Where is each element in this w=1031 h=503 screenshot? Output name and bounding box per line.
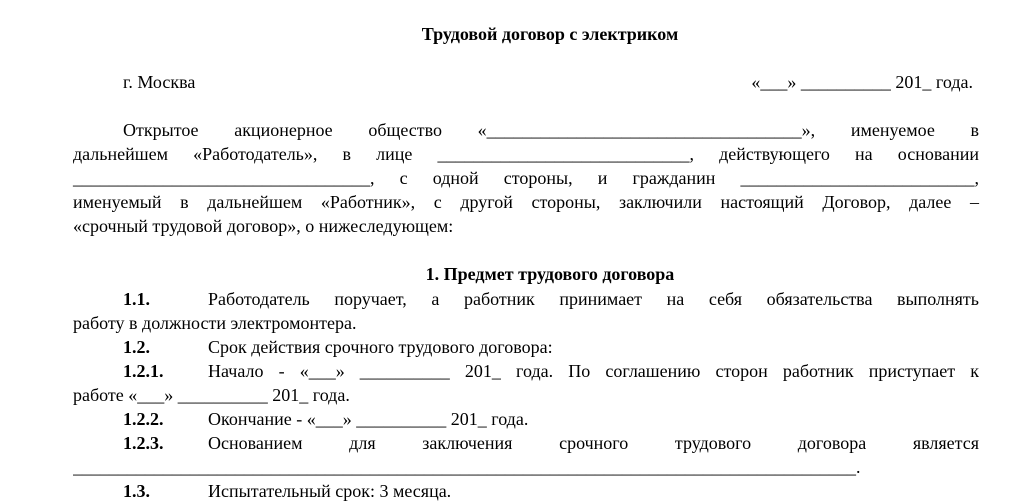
intro-line: «срочный трудовой договор», о нижеследующем: xyxy=(73,216,454,236)
clause-number: 1.2.3. xyxy=(123,433,164,453)
intro-line: именуемый в дальнейшем «Работник», с другой стороны, заключили настоящий Договор, далее – xyxy=(73,192,979,212)
clause-1-2-3-cont xyxy=(73,455,979,479)
intro-paragraph xyxy=(73,118,979,238)
document-title: Трудовой договор с электриком xyxy=(421,24,679,44)
clause-text: Испытательный срок: 3 месяца. xyxy=(208,481,452,501)
clause-1-2-1-cont xyxy=(73,383,979,407)
clause-1-1-cont xyxy=(73,311,979,335)
clause-text: Основанием для заключения срочного трудового договора является xyxy=(208,433,979,453)
clause-number: 1.2. xyxy=(123,337,150,357)
clause-text: Срок действия срочного трудового договора: xyxy=(208,337,553,357)
intro-line: Открытое акционерное общество «___________________________________», именуемое в xyxy=(123,120,979,140)
clause-text: Окончание - «___» __________ 201_ года. xyxy=(208,409,529,429)
clause-text: Начало - «___» __________ 201_ года. По соглашению сторон работник приступает к xyxy=(208,361,979,381)
intro-line: _________________________________, с одной стороны, и гражданин __________________________, xyxy=(73,168,979,188)
clause-number: 1.1. xyxy=(123,289,150,309)
clause-text: работе «___» __________ 201_ года. xyxy=(73,385,350,405)
clause-number: 1.2.2. xyxy=(123,409,164,429)
intro-line: дальнейшем «Работодатель», в лице ____________________________, действующего на основании xyxy=(73,144,979,164)
clause-text: _______________________________________________________________________________________. xyxy=(73,457,861,477)
contract-date: «___» __________ 201_ года. xyxy=(751,72,973,92)
section-heading: 1. Предмет трудового договора xyxy=(425,264,675,284)
clause-number: 1.3. xyxy=(123,481,150,501)
city: г. Москва xyxy=(123,72,196,92)
clause-text: работу в должности электромонтера. xyxy=(73,313,357,333)
clause-text: Работодатель поручает, а работник принимает на себя обязательства выполнять xyxy=(208,289,979,309)
clause-number: 1.2.1. xyxy=(123,361,164,381)
